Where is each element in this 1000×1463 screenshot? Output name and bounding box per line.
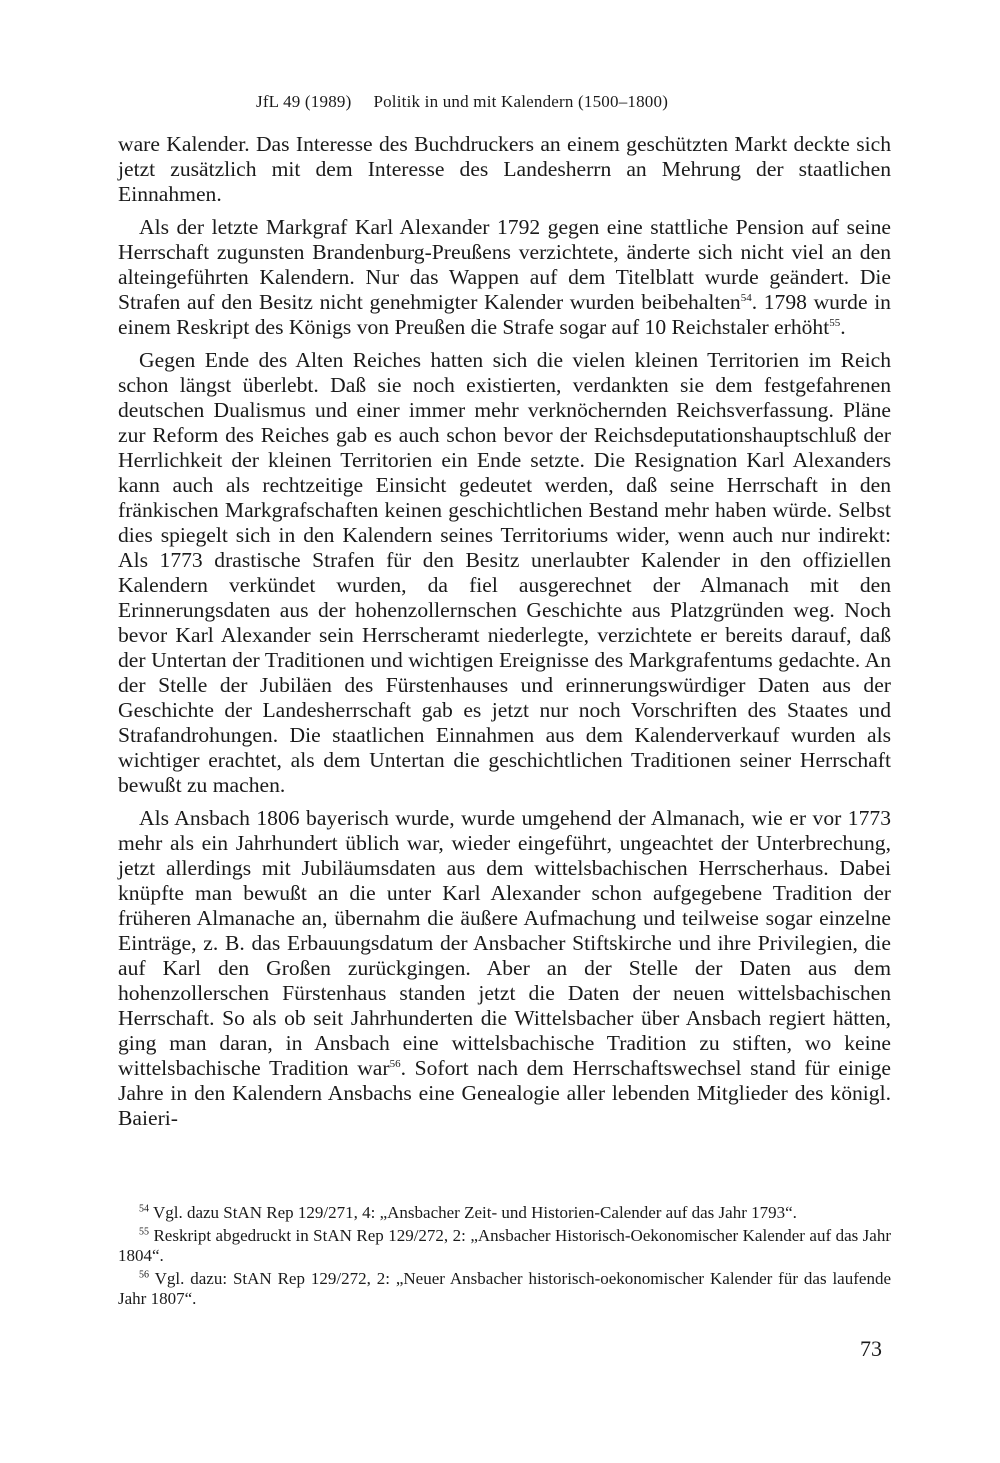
footnote-55 — [118, 1226, 891, 1266]
footnote-number: 54 — [139, 1203, 149, 1215]
footnote-number: 55 — [139, 1226, 149, 1238]
footnote-number: 56 — [139, 1269, 149, 1281]
footnote-54 — [118, 1203, 891, 1223]
body-text — [118, 132, 891, 1139]
paragraph-2: Als der letzte Markgraf Karl Alexander 1792 gegen eine stattliche Pension auf seine Herrschaft zugunsten Brandenburg-Preußens verzichtete, änderte sich nicht viel an den alteingeführten Kalendern. Nur das Wappen auf dem Titelblatt wurde geändert. Die Strafen auf den Besitz nicht genehmigter Kalender wurden beibehalten$^{54}$. 1798 wurde in einem Reskript des Königs von Preußen die Strafe sogar auf 10 Reichstaler erhöht$^{55}$. — [118, 215, 891, 339]
footnote-text: Vgl. dazu StAN Rep 129/271, 4: „Ansbacher Zeit- und Historien-Calender auf das Jahr 1793“. — [152, 1203, 797, 1222]
paragraph-3: Gegen Ende des Alten Reiches hatten sich die vielen kleinen Territorien im Reich schon längst überlebt. Daß sie noch existierten, verdankten sie dem festgefahrenen deutschen Dualismus und einer immer mehr verknöchernden Reichsverfassung. Pläne zur Reform des Reiches gab es auch schon bevor der Reichsdeputationshauptschluß der Herrlichkeit der kleinen Territorien ein Ende setzte. Die Resignation Karl Alexanders kann auch als rechtzeitige Einsicht gedeutet werden, daß seine Herrschaft in den fränkischen Markgrafschaften keinen geschichtlichen Bestand mehr haben würde. Selbst dies spiegelt sich in den Kalendern seines Territoriums wider, wenn auch nur indirekt: Als 1773 drastische Strafen für den Besitz unerlaubter Kalender in den offiziellen Kalendern verkündet wurden, da fiel ausgerechnet der Almanach mit den Erinnerungsdaten aus der hohenzollernschen Geschichte aus Platzgründen weg. Noch bevor Karl Alexander sein Herrscheramt niederlegte, verzichtete er bereits darauf, daß der Untertan der Traditionen und wichtigen Ereignisse des Markgrafentums gedachte. An der Stelle der Jubiläen des Fürstenhauses und erinnerungswürdiger Daten aus der Geschichte der Landesherrschaft gab es jetzt nur noch Vorschriften des Staates und Strafandrohungen. Die staatlichen Einnahmen aus dem Kalenderverkauf wurden als wichtiger erachtet, als dem Untertan die geschichtlichen Traditionen seiner Herrschaft bewußt zu machen. — [118, 348, 891, 797]
footnote-56 — [118, 1269, 891, 1309]
footnote-ref-54[interactable]: 54 — [740, 291, 752, 304]
running-header — [256, 92, 668, 112]
footnote-text: Vgl. dazu: StAN Rep 129/272, 2: „Neuer Ansbacher historisch-oekonomischer Kalender für das laufende Jahr 1807“. — [118, 1269, 891, 1308]
paragraph-1: ware Kalender. Das Interesse des Buchdruckers an einem geschützten Markt deckte sich jetzt zusätzlich mit dem Interesse des Landesherrn an Mehrung der staatlichen Einnahmen. — [118, 132, 891, 206]
footnote-ref-56[interactable]: 56 — [389, 1057, 401, 1070]
footnotes — [118, 1203, 891, 1312]
header-title: Politik in und mit Kalendern (1500–1800) — [373, 92, 669, 111]
header-journal: JfL 49 (1989) — [256, 92, 352, 111]
page-number: 73 — [860, 1336, 882, 1361]
paragraph-4: Als Ansbach 1806 bayerisch wurde, wurde umgehend der Almanach, wie er vor 1773 mehr als ein Jahrhundert üblich war, wieder eingeführt, ungeachtet der Unterbrechung, jetzt allerdings mit Jubiläumsdaten aus dem wittelsbachischen Herrscherhaus. Dabei knüpfte man bewußt an die unter Karl Alexander schon aufgegebene Tradition der früheren Almanache an, übernahm die äußere Aufmachung und teilweise sogar einzelne Einträge, z. B. das Erbauungsdatum der Ansbacher Stiftskirche und ihre Privilegien, die auf Karl den Großen zurückgingen. Aber an der Stelle der Daten aus dem hohenzollerschen Fürstenhaus standen jetzt die Daten der neuen wittelsbachischen Herrschaft. So als ob seit Jahrhunderten die Wittelsbacher über Ansbach regiert hätten, ging man daran, in Ansbach eine wittelsbachische Tradition zu stiften, wo keine wittelsbachische Tradition war$^{56}$. Sofort nach dem Herrschaftswechsel stand für einige Jahre in den Kalendern Ansbachs eine Genealogie aller lebenden Mitglieder des königl. Baieri- — [118, 806, 891, 1130]
footnote-text: Reskript abgedruckt in StAN Rep 129/272, 2: „Ansbacher Historisch-Oekonomischer Kalender auf das Jahr 1804“. — [118, 1226, 892, 1265]
footnote-ref-55[interactable]: 55 — [829, 316, 841, 329]
